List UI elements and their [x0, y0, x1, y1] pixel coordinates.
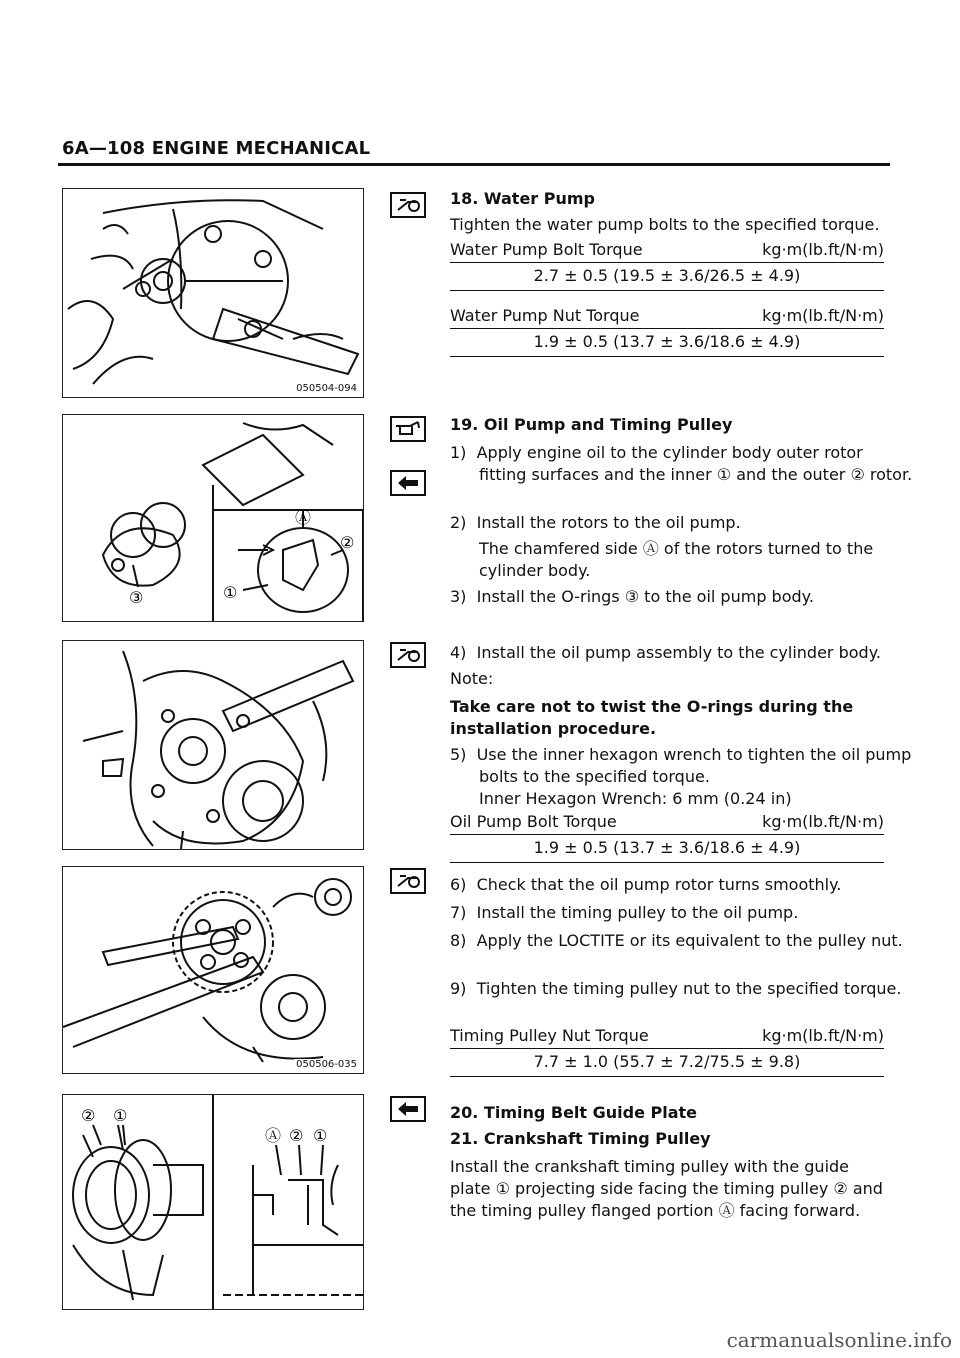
section-21-body: Install the crankshaft timing pulley with the guide plate ① projecting side facing the timing pulley ② and the timing pulley flanged portion Ⓐ facing forward.	[450, 1157, 883, 1220]
section-20-title: 20. Timing Belt Guide Plate	[450, 1103, 698, 1122]
fig2-label-3: ③	[129, 588, 144, 607]
torque-value: 7.7 ± 1.0 (55.7 ± 7.2/75.5 ± 9.8)	[533, 1052, 801, 1071]
timing-pulley-illustration	[63, 867, 364, 1074]
section-19-title: 19. Oil Pump and Timing Pulley	[450, 415, 733, 434]
torque-label: Timing Pulley Nut Torque	[450, 1026, 649, 1045]
note-label: Note:	[450, 669, 494, 688]
torque-label: Oil Pump Bolt Torque	[450, 812, 617, 831]
step-9: 9) Tighten the timing pulley nut to the specified torque.	[450, 979, 902, 998]
torque-unit: kg·m(lb.ft/N·m)	[762, 1026, 884, 1045]
page-header: 6A—108 ENGINE MECHANICAL	[62, 138, 371, 159]
fig5-label-2-left: ②	[81, 1106, 96, 1125]
torque-value: 1.9 ± 0.5 (13.7 ± 3.6/18.6 ± 4.9)	[533, 838, 801, 857]
torque-rule	[450, 356, 884, 357]
figure-code: 050504-094	[296, 383, 357, 394]
fig5-label-1-left: ①	[113, 1106, 128, 1125]
water-pump-illustration	[63, 189, 364, 398]
torque-unit: kg·m(lb.ft/N·m)	[762, 306, 884, 325]
step-8: 8) Apply the LOCTITE or its equivalent to the pulley nut.	[450, 931, 903, 950]
header-rule	[58, 163, 890, 166]
step-3: 3) Install the O-rings ③ to the oil pump body.	[450, 587, 814, 606]
torque-rule	[450, 290, 884, 291]
oil-pump-rotor-illustration	[63, 415, 364, 622]
crankshaft-pulley-illustration	[63, 1095, 364, 1310]
torque-rule	[450, 1076, 884, 1077]
fig2-label-1: ①	[223, 583, 238, 602]
oil-pump-assembly-illustration	[63, 641, 364, 850]
figure-code: 050506-035	[296, 1059, 357, 1070]
step-7: 7) Install the timing pulley to the oil pump.	[450, 903, 799, 922]
torque-rule	[450, 262, 884, 263]
install-arrow-icon	[390, 470, 426, 496]
wrench-torque-icon	[390, 868, 426, 894]
torque-value: 1.9 ± 0.5 (13.7 ± 3.6/18.6 ± 4.9)	[533, 332, 801, 351]
torque-rule	[450, 862, 884, 863]
step-5-sub: Inner Hexagon Wrench: 6 mm (0.24 in)	[479, 789, 792, 808]
torque-label: Water Pump Bolt Torque	[450, 240, 643, 259]
figure-oil-pump-assembly	[62, 640, 364, 850]
fig2-label-a: Ⓐ	[295, 508, 312, 527]
torque-unit: kg·m(lb.ft/N·m)	[762, 812, 884, 831]
torque-rule	[450, 328, 884, 329]
note-text: Take care not to twist the O-rings during the installation procedure.	[450, 697, 854, 738]
fig5-label-1-right: ①	[313, 1126, 328, 1145]
oil-can-icon	[390, 416, 426, 442]
watermark: carmanualsonline.info	[726, 1328, 952, 1352]
step-5: 5) Use the inner hexagon wrench to tighten the oil pump bolts to the specified torque.	[450, 745, 912, 786]
install-arrow-icon	[390, 1096, 426, 1122]
step-1: 1) Apply engine oil to the cylinder body outer rotor fitting surfaces and the inner ① and the outer ② rotor.	[450, 443, 913, 484]
figure-timing-pulley	[62, 866, 364, 1074]
figure-water-pump	[62, 188, 364, 398]
fig5-label-a: Ⓐ	[265, 1126, 282, 1145]
figure-oil-pump-rotors	[62, 414, 364, 622]
section-21-title: 21. Crankshaft Timing Pulley	[450, 1129, 711, 1148]
step-6: 6) Check that the oil pump rotor turns smoothly.	[450, 875, 842, 894]
torque-value: 2.7 ± 0.5 (19.5 ± 3.6/26.5 ± 4.9)	[533, 266, 801, 285]
wrench-torque-icon	[390, 192, 426, 218]
torque-label: Water Pump Nut Torque	[450, 306, 640, 325]
step-2: 2) Install the rotors to the oil pump.	[450, 513, 741, 532]
torque-rule	[450, 834, 884, 835]
torque-rule	[450, 1048, 884, 1049]
fig2-label-2: ②	[340, 533, 355, 552]
wrench-torque-icon	[390, 642, 426, 668]
step-4: 4) Install the oil pump assembly to the cylinder body.	[450, 643, 881, 662]
torque-unit: kg·m(lb.ft/N·m)	[762, 240, 884, 259]
figure-crankshaft-pulley	[62, 1094, 364, 1310]
fig5-label-2-right: ②	[289, 1126, 304, 1145]
section-18-title: 18. Water Pump	[450, 189, 595, 208]
section-18-body: Tighten the water pump bolts to the specified torque.	[450, 215, 880, 234]
step-2-note: The chamfered side Ⓐ of the rotors turned to the cylinder body.	[479, 539, 874, 580]
